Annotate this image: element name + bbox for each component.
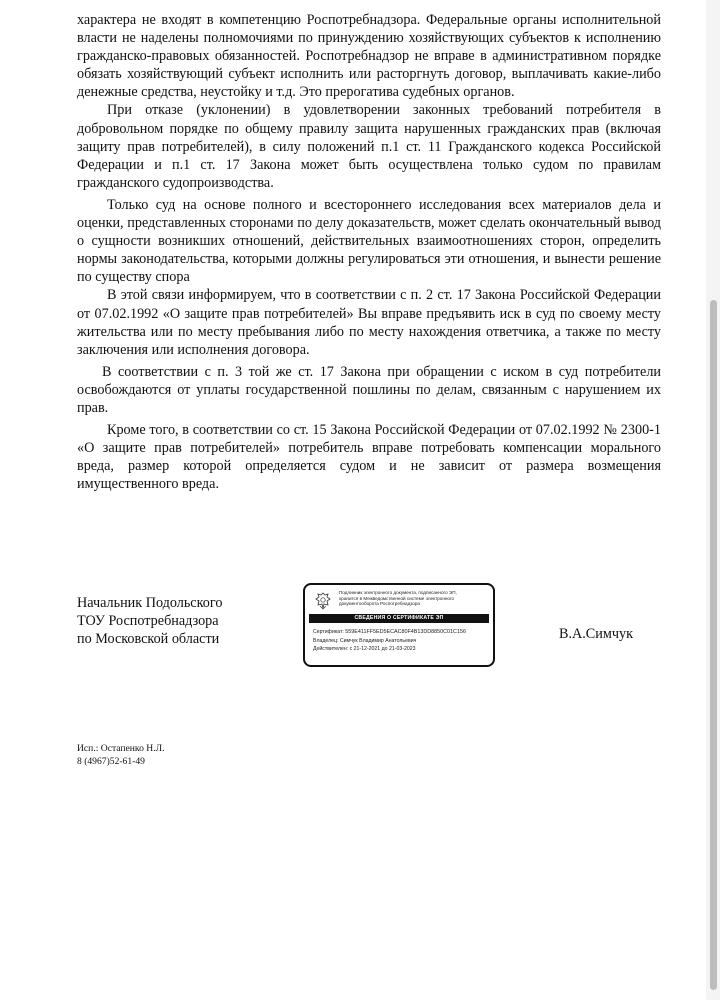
certificate-label: Сертификат: — [313, 629, 344, 635]
stamp-certificate-row — [313, 628, 493, 637]
paragraph-5: В соответствии с п. 3 той же ст. 17 Закона при обращении с иском в суд потребители освобождаются от уплаты государственной пошлины по делам, связанным с нарушением их прав. — [77, 363, 661, 416]
executor-info — [77, 742, 165, 768]
signatory-position-line: Начальник Подольского — [77, 595, 223, 611]
vertical-scrollbar[interactable] — [706, 0, 720, 1000]
owner-label: Владелец: — [313, 637, 339, 644]
validity-label: Действителен: — [313, 646, 349, 653]
stamp-title-bar: СВЕДЕНИЯ О СЕРТИФИКАТЕ ЭП — [309, 614, 489, 623]
signatory-position — [77, 594, 222, 648]
coat-of-arms-icon — [313, 591, 333, 611]
executor-phone: 8 (4967)52-61-49 — [77, 756, 145, 767]
stamp-header-line: Подлинник электронного документа, подписанного ЭП, — [339, 590, 457, 595]
signatory-name: В.А.Симчук — [559, 626, 633, 642]
certificate-value: 559E411FF5ED5ECAC80F4B13DD8850C01C156 — [345, 629, 466, 635]
paragraph-6: Кроме того, в соответствии со ст. 15 Закона Российской Федерации от 07.02.1992 № 2300-1 «О защите прав потребителей» потребитель вправе потребовать компенсации морального вреда, размер которой определяется судом и не зависит от размера возмещения имущественного вреда. — [77, 422, 661, 493]
paragraph-1: характера не входят в компетенцию Роспотребнадзора. Федеральные органы исполнительной власти не наделены полномочиями по принуждению хозяйствующих субъектов к исполнению гражданско-правовых обязанностей. Роспотребнадзор не вправе в административном порядке обязать хозяйствующий субъект исполнить или расторгнуть договор, выплачивать какие-либо денежные средства, неустойку и т.д. Это прерогатива судебных органов. — [77, 12, 661, 101]
stamp-header-line: документооборота Роспотребнадзора — [339, 601, 420, 607]
stamp-owner-row — [313, 637, 493, 646]
stamp-header-line: хранится в Межведомственной системе электронного — [339, 595, 455, 601]
paragraph-2: При отказе (уклонении) в удовлетворении законных требований потребителя в добровольном порядке по общему правилу защита нарушенных гражданских прав (включая защиту прав потребителей), в силу положений п.1 ст. 11 Гражданского кодекса Российской Федерации и п.1 ст. 17 Закона может быть осуществлена только судом по правилам гражданского судопроизводства. — [77, 102, 661, 191]
electronic-signature-stamp — [303, 583, 495, 667]
paragraph-3: Только суд на основе полного и всестороннего исследования всех материалов дела и оценки, представленных сторонами по делу доказательств, может сделать окончательный вывод о сущности возникших отношений, действительных взаимоотношениях сторон, определить нормы законодательства, которыми должны регулироваться эти отношения, и вынести решение по существу спора — [77, 196, 661, 286]
executor-name: Исп.: Остапенко Н.Л. — [77, 743, 165, 754]
owner-value: Симчук Владимир Анатольевич — [339, 637, 417, 644]
validity-value: с 21-12-2021 до 21-03-2023 — [349, 646, 416, 653]
signatory-position-line: ТОУ Роспотребнадзора — [77, 613, 219, 629]
paragraph-4: В этой связи информируем, что в соответствии с п. 2 ст. 17 Закона Российской Федерации от 07.02.1992 «О защите прав потребителей» Вы вправе предъявить иск в суд по своему месту жительства или по месту пребывания либо по месту нахождения ответчика, а также по месту заключения или исполнения договора. — [77, 287, 661, 358]
stamp-header — [339, 590, 491, 607]
scrollbar-thumb[interactable] — [710, 300, 717, 990]
stamp-details — [313, 628, 493, 654]
signatory-position-line: по Московской области — [77, 631, 220, 647]
stamp-validity-row — [313, 645, 493, 654]
letter-body — [77, 11, 661, 493]
